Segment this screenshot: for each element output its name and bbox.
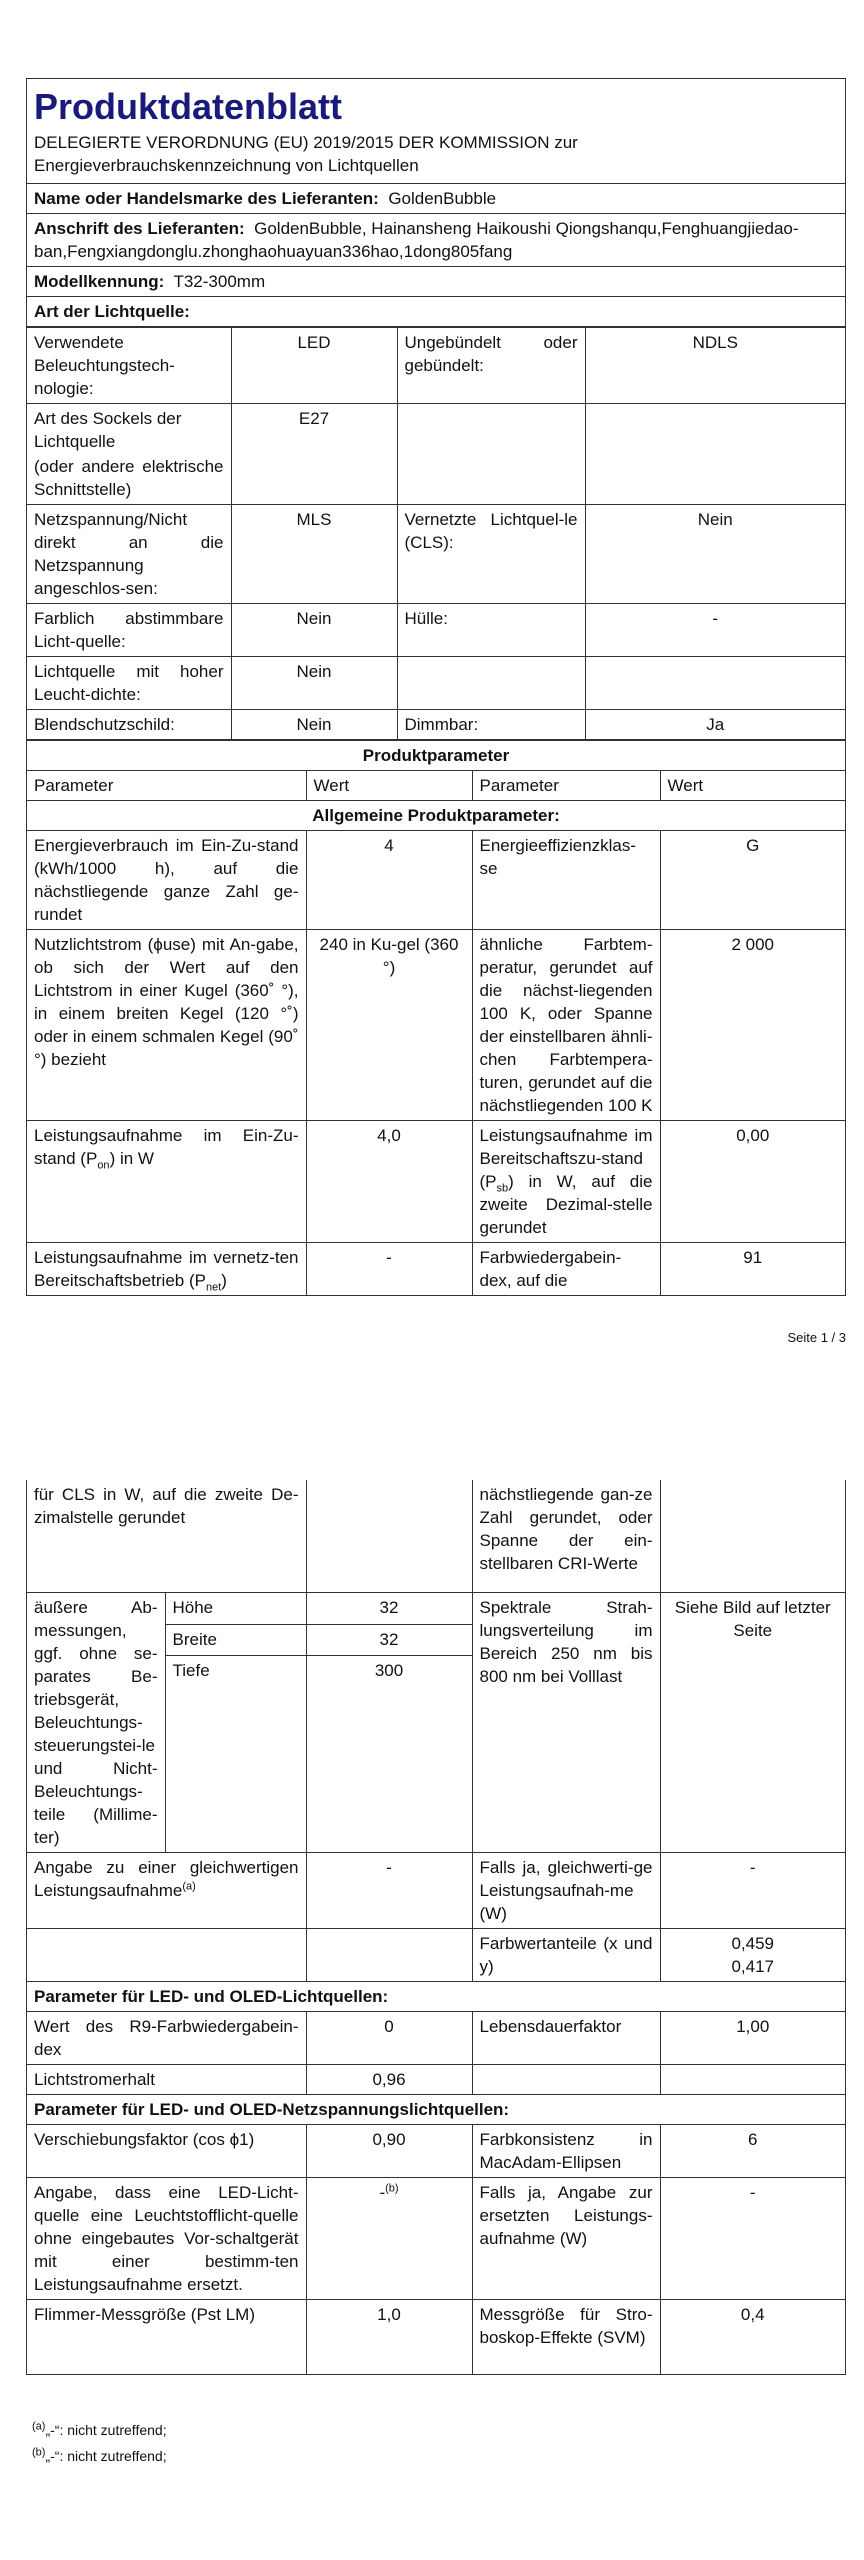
cri-label-continued: nächstliegende gan-ze Zahl gerundet, oder Spanne der ein-stellbaren CRI-Werte xyxy=(472,1480,660,1593)
column-header-value: Wert xyxy=(306,771,472,801)
address-label: Anschrift des Lieferanten: xyxy=(34,219,245,238)
column-header-parameter: Parameter xyxy=(27,771,306,801)
mains-label: Netzspannung/Nicht direkt an die Netzspannung angeschlos-sen: xyxy=(27,505,231,604)
led-parameters-heading: Parameter für LED- und OLED-Lichtquellen: xyxy=(27,1982,845,2012)
fluorescent-replacement-value xyxy=(306,2178,472,2300)
networked-standby-paren: ) xyxy=(221,1271,227,1290)
column-header-parameter: Parameter xyxy=(472,771,660,801)
fluorescent-replacement-label: Angabe, dass eine LED-Licht-quelle eine Leuchtstofflicht-quelle ohne eingebautes Vor-schaltgerät mit einer bestimm-ten Leistungsaufnahme ersetzt. xyxy=(27,2178,306,2300)
type-table xyxy=(27,327,845,740)
table-row xyxy=(27,2178,845,2300)
on-mode-power-subscript: on xyxy=(97,1159,110,1172)
colour-consistency-value: 6 xyxy=(660,2125,845,2178)
luminous-flux-label: Nutzlichtstrom (ϕuse) mit An-gabe, ob sich der Wert auf den Lichtstrom in einer Kugel (360˚ °), in einem breiten Kegel (120 °˚) oder in einem schmalen Kegel (90˚ °) bezieht xyxy=(27,930,306,1121)
chromaticity-y: 0,417 xyxy=(731,1957,775,1976)
address-value: GoldenBubble, Hainansheng Haikoushi Qiongshanqu,Fenghuangjiedao-ban,Fengxiangdonglu.zhonghaohuayuan336hao,1dong805fang xyxy=(34,219,799,261)
mains-value: MLS xyxy=(231,505,397,604)
energy-consumption-value: 4 xyxy=(306,831,472,930)
depth-label: Tiefe xyxy=(165,1656,306,1853)
table-row xyxy=(27,1853,845,1929)
dimmable-value: Ja xyxy=(585,710,845,740)
params-table-continued xyxy=(27,1480,845,2374)
energy-consumption-label: Energieverbrauch im Ein-Zu-stand (kWh/1000 h), auf die nächstliegende ganze Zahl ge-rundet xyxy=(27,831,306,930)
footnote-ref-a: (a) xyxy=(182,1880,196,1893)
footnote-ref-b: (b) xyxy=(385,2182,399,2195)
colour-tunable-label: Farblich abstimmbare Licht-quelle: xyxy=(27,604,231,657)
table-row xyxy=(27,328,845,404)
standby-power-value: 0,00 xyxy=(660,1121,845,1243)
technology-label: Verwendete Beleuchtungstech-nologie: xyxy=(27,328,231,404)
on-mode-power-text: Leistungsaufnahme im Ein-Zu-stand (P xyxy=(34,1126,299,1168)
table-row xyxy=(27,1243,845,1296)
replaced-power-label: Falls ja, Angabe zur ersetzten Leistungs-aufnahme (W) xyxy=(472,2178,660,2300)
equivalent-power-watts-value: - xyxy=(660,1853,845,1929)
empty-cell xyxy=(27,1929,306,1982)
spectral-distribution-label: Spektrale Strah-lungsverteilung im Bereich 250 nm bis 800 nm bei Volllast xyxy=(472,1593,660,1853)
footnote-a-mark: (a) xyxy=(32,2420,46,2433)
footnote-a-text: „-“: nicht zutreffend; xyxy=(45,2422,167,2438)
chromaticity-label: Farbwertanteile (x und y) xyxy=(472,1929,660,1982)
address-row xyxy=(27,214,845,267)
anti-glare-value: Nein xyxy=(231,710,397,740)
footnote-b-text: „-“: nicht zutreffend; xyxy=(45,2448,167,2464)
empty-cell xyxy=(585,404,845,505)
params-table xyxy=(27,740,845,1295)
networked-standby-value: - xyxy=(306,1243,472,1296)
on-mode-power-unit: ) in W xyxy=(109,1149,154,1168)
depth-value: 300 xyxy=(306,1656,472,1853)
spectral-distribution-value: Siehe Bild auf letzter Seite xyxy=(660,1593,845,1853)
footnote-b-mark: (b) xyxy=(32,2446,46,2459)
energy-class-value: G xyxy=(660,831,845,930)
table-row xyxy=(27,2065,845,2095)
on-mode-power-label xyxy=(27,1121,306,1243)
colour-tunable-value: Nein xyxy=(231,604,397,657)
dimmable-label: Dimmbar: xyxy=(397,710,585,740)
colour-consistency-label: Farbkonsistenz in MacAdam-Ellipsen xyxy=(472,2125,660,2178)
flicker-metric-label: Flimmer-Messgröße (Pst LM) xyxy=(27,2300,306,2375)
cls-value: Nein xyxy=(585,505,845,604)
cri-value: 91 xyxy=(660,1243,845,1296)
table-row xyxy=(27,1593,845,1625)
cap-type-value: E27 xyxy=(231,404,397,505)
product-parameters-heading: Produktparameter xyxy=(27,741,845,771)
footnote-a xyxy=(32,2420,167,2440)
standby-power-text: Leistungsaufnahme im Bereitschaftszu-stand (P xyxy=(479,1126,653,1191)
model-row xyxy=(27,267,845,297)
width-value: 32 xyxy=(306,1624,472,1656)
empty-cell xyxy=(306,1480,472,1593)
directional-label: Ungebündelt oder gebündelt: xyxy=(397,328,585,404)
table-row xyxy=(27,710,845,740)
page-number: Seite 1 / 3 xyxy=(787,1330,846,1345)
luminous-flux-value: 240 in Ku-gel (360 °) xyxy=(306,930,472,1121)
regulation-text: DELEGIERTE VERORDNUNG (EU) 2019/2015 DER KOMMISSION zur Energieverbrauchskennzeichnung von Lichtquellen xyxy=(34,133,578,175)
energy-class-label: Energieeffizienzklas-se xyxy=(472,831,660,930)
table-row xyxy=(27,505,845,604)
empty-cell xyxy=(660,1480,845,1593)
cls-label: Vernetzte Lichtquel-le (CLS): xyxy=(397,505,585,604)
equivalent-power-text: Angabe zu einer gleichwertigen Leistungsaufnahme xyxy=(34,1858,299,1900)
lumen-maintenance-value: 0,96 xyxy=(306,2065,472,2095)
standby-power-subscript: sb xyxy=(496,1182,509,1195)
table-row xyxy=(27,831,845,930)
equivalent-power-label xyxy=(27,1853,306,1929)
table-row xyxy=(27,2012,845,2065)
displacement-factor-label: Verschiebungsfaktor (cos ϕ1) xyxy=(27,2125,306,2178)
networked-standby-label xyxy=(27,1243,306,1296)
table-row xyxy=(27,404,845,505)
fluorescent-replacement-dash: - xyxy=(379,2183,386,2202)
table-header-row xyxy=(27,771,845,801)
on-mode-power-value: 4,0 xyxy=(306,1121,472,1243)
survival-factor-value: 1,00 xyxy=(660,2012,845,2065)
height-label: Höhe xyxy=(165,1593,306,1625)
column-header-value: Wert xyxy=(660,771,845,801)
colour-temperature-label: ähnliche Farbtem-peratur, gerundet auf die nächst-liegenden 100 K, oder Spanne der einstellbaren ähnli-chen Farbtempera-turen, gerundet auf die nächstliegenden 100 K xyxy=(472,930,660,1121)
empty-cell xyxy=(472,2065,660,2095)
empty-cell xyxy=(397,657,585,710)
table-row xyxy=(27,2300,845,2375)
table-row xyxy=(27,657,845,710)
stroboscopic-metric-label: Messgröße für Stro-boskop-Effekte (SVM) xyxy=(472,2300,660,2375)
flicker-metric-value: 1,0 xyxy=(306,2300,472,2375)
standby-power-unit: ) in W, auf die zweite Dezimal-stelle gerundet xyxy=(479,1172,653,1237)
table-row xyxy=(27,604,845,657)
table-row xyxy=(27,1929,845,1982)
directional-value: NDLS xyxy=(585,328,845,404)
standby-power-label xyxy=(472,1121,660,1243)
width-label: Breite xyxy=(165,1624,306,1656)
empty-cell xyxy=(397,404,585,505)
model-label: Modellkennung: xyxy=(34,272,165,291)
networked-standby-label-continued: für CLS in W, auf die zweite De-zimalstelle gerundet xyxy=(27,1480,306,1593)
lumen-maintenance-label: Lichtstromerhalt xyxy=(27,2065,306,2095)
table-row xyxy=(27,1480,845,1593)
envelope-label: Hülle: xyxy=(397,604,585,657)
table-row xyxy=(27,1121,845,1243)
table-row xyxy=(27,2125,845,2178)
supplier-label: Name oder Handelsmarke des Lieferanten: xyxy=(34,189,379,208)
header-table xyxy=(27,79,845,327)
anti-glare-label: Blendschutzschild: xyxy=(27,710,231,740)
empty-cell xyxy=(585,657,845,710)
cap-type-label xyxy=(27,404,231,505)
networked-standby-subscript: net xyxy=(205,1281,222,1294)
networked-standby-text: Leistungsaufnahme im vernetz-ten Bereitschaftsbetrieb (P xyxy=(34,1248,299,1290)
r9-label: Wert des R9-Farbwiedergabein-dex xyxy=(27,2012,306,2065)
cap-type-label-line2: (oder andere elektrische Schnittstelle) xyxy=(34,457,224,499)
envelope-value: - xyxy=(585,604,845,657)
survival-factor-label: Lebensdauerfaktor xyxy=(472,2012,660,2065)
chromaticity-x: 0,459 xyxy=(731,1934,775,1953)
datasheet-frame-page2 xyxy=(26,1480,846,2375)
supplier-value: GoldenBubble xyxy=(388,189,497,208)
general-parameters-heading: Allgemeine Produktparameter: xyxy=(27,801,845,831)
colour-temperature-value: 2 000 xyxy=(660,930,845,1121)
height-value: 32 xyxy=(306,1593,472,1625)
equivalent-power-watts-label: Falls ja, gleichwerti-ge Leistungsaufnah-me (W) xyxy=(472,1853,660,1929)
type-heading: Art der Lichtquelle: xyxy=(27,297,845,327)
page-2 xyxy=(0,1360,864,2560)
supplier-row xyxy=(27,184,845,214)
model-value: T32-300mm xyxy=(173,272,266,291)
cap-type-label-line1: Art des Sockels der Lichtquelle xyxy=(34,409,182,451)
equivalent-power-value: - xyxy=(306,1853,472,1929)
chromaticity-values xyxy=(660,1929,845,1982)
empty-cell xyxy=(306,1929,472,1982)
empty-cell xyxy=(660,2065,845,2095)
datasheet-frame-page1 xyxy=(26,78,846,1296)
technology-value: LED xyxy=(231,328,397,404)
high-luminance-value: Nein xyxy=(231,657,397,710)
high-luminance-label: Lichtquelle mit hoher Leucht-dichte: xyxy=(27,657,231,710)
stroboscopic-metric-value: 0,4 xyxy=(660,2300,845,2375)
page-title: Produktdatenblatt xyxy=(34,86,343,127)
replaced-power-value: - xyxy=(660,2178,845,2300)
displacement-factor-value: 0,90 xyxy=(306,2125,472,2178)
cri-label: Farbwiedergabein-dex, auf die xyxy=(472,1243,660,1296)
table-row xyxy=(27,930,845,1121)
mains-led-parameters-heading: Parameter für LED- und OLED-Netzspannungslichtquellen: xyxy=(27,2095,845,2125)
dimensions-label: äußere Ab-messungen, ggf. ohne se-parates Be-triebsgerät, Beleuchtungs-steuerungstei-le und Nicht-Beleuchtungs-teile (Millime-ter) xyxy=(27,1593,165,1853)
r9-value: 0 xyxy=(306,2012,472,2065)
footnote-b xyxy=(32,2446,167,2466)
